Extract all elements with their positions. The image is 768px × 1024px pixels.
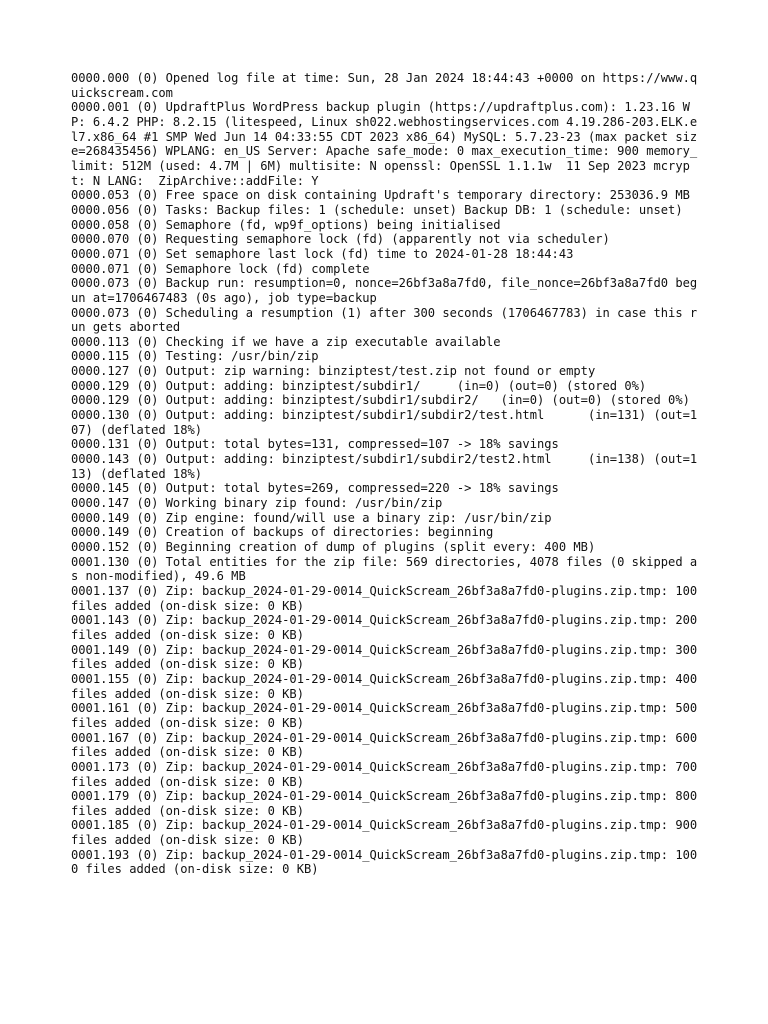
log-line: 0000.056 (0) Tasks: Backup files: 1 (schedule: unset) Backup DB: 1 (schedule: unset): [71, 202, 683, 217]
log-line: 0001.155 (0) Zip: backup_2024-01-29-0014_QuickScream_26bf3a8a7fd0-plugins.zip.tmp: 400 files added (on-disk size: 0 KB): [71, 671, 705, 701]
log-line: 0000.073 (0) Scheduling a resumption (1) after 300 seconds (1706467783) in case this run gets aborted: [71, 305, 698, 335]
log-line: 0001.130 (0) Total entities for the zip file: 569 directories, 4078 files (0 skipped as non-modified), 49.6 MB: [71, 554, 698, 584]
log-line: 0000.147 (0) Working binary zip found: /usr/bin/zip: [71, 496, 443, 511]
log-line: 0001.179 (0) Zip: backup_2024-01-29-0014_QuickScream_26bf3a8a7fd0-plugins.zip.tmp: 800 files added (on-disk size: 0 KB): [71, 789, 705, 818]
log-line: 0000.053 (0) Free space on disk containing Updraft's temporary directory: 253036.9 MB: [71, 188, 690, 203]
log-line: 0000.113 (0) Checking if we have a zip executable available: [71, 334, 501, 349]
log-line: 0000.129 (0) Output: adding: binziptest/subdir1/ (in=0) (out=0) (stored 0%): [71, 378, 647, 393]
log-line: 0001.149 (0) Zip: backup_2024-01-29-0014_QuickScream_26bf3a8a7fd0-plugins.zip.tmp: 300 files added (on-disk size: 0 KB): [71, 642, 705, 672]
log-line: 0001.173 (0) Zip: backup_2024-01-29-0014_QuickScream_26bf3a8a7fd0-plugins.zip.tmp: 700 files added (on-disk size: 0 KB): [71, 759, 705, 789]
log-line: 0000.071 (0) Set semaphore last lock (fd) time to 2024-01-28 18:44:43: [71, 246, 574, 261]
log-line: 0000.073 (0) Backup run: resumption=0, nonce=26bf3a8a7fd0, file_nonce=26bf3a8a7fd0 begun at=1706467483 (0s ago), job type=backup: [71, 276, 698, 305]
log-line: 0000.143 (0) Output: adding: binziptest/subdir1/subdir2/test2.html (in=138) (out=113) (deflated 18%): [71, 452, 698, 481]
log-line: 0000.058 (0) Semaphore (fd, wp9f_options) being initialised: [71, 217, 501, 232]
log-line: 0000.070 (0) Requesting semaphore lock (fd) (apparently not via scheduler): [71, 232, 610, 247]
log-line: 0000.131 (0) Output: total bytes=131, compressed=107 -> 18% savings: [71, 437, 559, 452]
log-document: [71, 71, 705, 877]
log-line: 0000.149 (0) Zip engine: found/will use a binary zip: /usr/bin/zip: [71, 510, 552, 525]
log-line: 0000.001 (0) UpdraftPlus WordPress backup plugin (https://updraftplus.com): 1.23.16 WP: 6.4.2 PHP: 8.2.15 (litespeed, Linux sh022.webhostingservices.com 4.19.286-203.ELK.el7.x86_64 #1 SMP Wed Jun 14 04:33:55 CDT 2023 x86_64) MySQL: 5.7.23-23 (max packet size=268435456) WPLANG: en_US Server: Apache safe_mode: 0 max_execution_time: 900 memory_limit: 512M (used: 4.7M | 6M) multisite: N openssl: OpenSSL 1.1.1w 11 Sep 2023 mcrypt: N LANG: ZipArchive::addFile: Y: [71, 100, 698, 188]
log-line: 0000.145 (0) Output: total bytes=269, compressed=220 -> 18% savings: [71, 481, 559, 496]
log-line: 0000.115 (0) Testing: /usr/bin/zip: [71, 349, 319, 364]
log-line: 0000.071 (0) Semaphore lock (fd) complete: [71, 261, 370, 276]
log-line: 0000.152 (0) Beginning creation of dump of plugins (split every: 400 MB): [71, 540, 596, 554]
log-line: 0000.149 (0) Creation of backups of directories: beginning: [71, 525, 494, 540]
log-line: 0001.137 (0) Zip: backup_2024-01-29-0014_QuickScream_26bf3a8a7fd0-plugins.zip.tmp: 100 files added (on-disk size: 0 KB): [71, 583, 705, 613]
log-line: 0000.130 (0) Output: adding: binziptest/subdir1/subdir2/test.html (in=131) (out=107) (deflated 18%): [71, 408, 698, 437]
log-line: 0001.161 (0) Zip: backup_2024-01-29-0014_QuickScream_26bf3a8a7fd0-plugins.zip.tmp: 500 files added (on-disk size: 0 KB): [71, 701, 705, 730]
log-line: 0001.193 (0) Zip: backup_2024-01-29-0014_QuickScream_26bf3a8a7fd0-plugins.zip.tmp: 1000 files added (on-disk size: 0 KB): [71, 847, 698, 877]
log-line: 0001.143 (0) Zip: backup_2024-01-29-0014_QuickScream_26bf3a8a7fd0-plugins.zip.tmp: 200 files added (on-disk size: 0 KB): [71, 613, 705, 642]
log-line: 0001.167 (0) Zip: backup_2024-01-29-0014_QuickScream_26bf3a8a7fd0-plugins.zip.tmp: 600 files added (on-disk size: 0 KB): [71, 730, 705, 760]
log-line: 0001.185 (0) Zip: backup_2024-01-29-0014_QuickScream_26bf3a8a7fd0-plugins.zip.tmp: 900 files added (on-disk size: 0 KB): [71, 818, 705, 848]
log-line: 0000.129 (0) Output: adding: binziptest/subdir1/subdir2/ (in=0) (out=0) (stored 0%): [71, 393, 690, 408]
log-line: 0000.000 (0) Opened log file at time: Sun, 28 Jan 2024 18:44:43 +0000 on https://www.quickscream.com: [71, 71, 698, 100]
log-line: 0000.127 (0) Output: zip warning: binziptest/test.zip not found or empty: [71, 364, 596, 379]
